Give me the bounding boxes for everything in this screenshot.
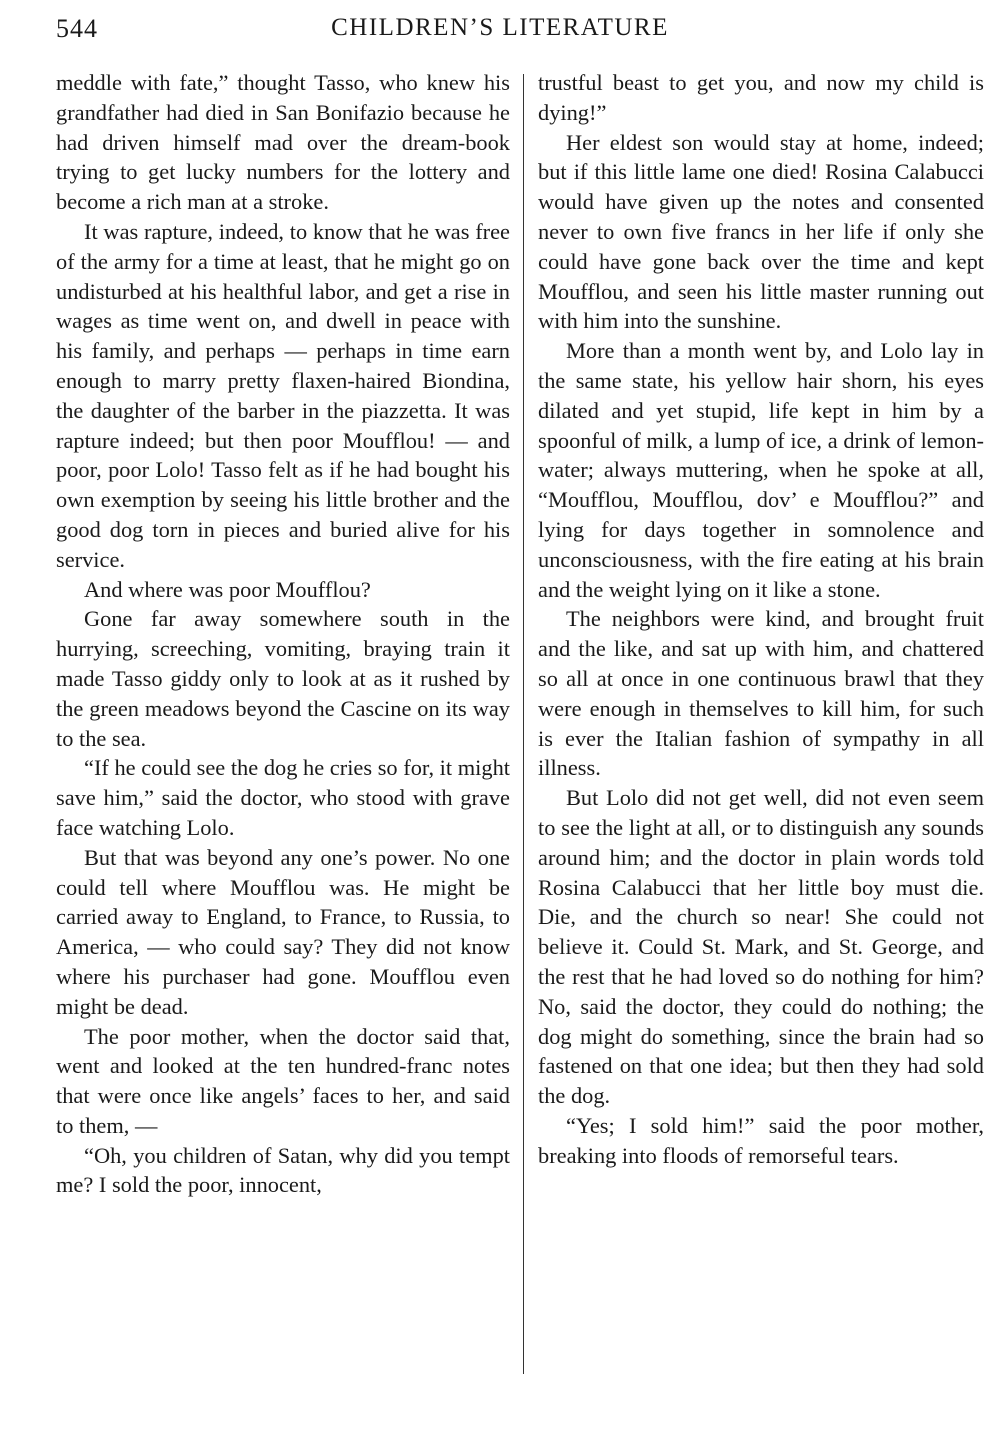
paragraph: trustful beast to get you, and now my child is dying!” xyxy=(538,70,984,125)
paragraph: And where was poor Moufflou? xyxy=(84,576,371,602)
paragraph: “If he could see the dog he cries so for, it might save him,” said the doctor, who stood with grave face watching Lolo. xyxy=(56,755,510,840)
paragraph: More than a month went by, and Lolo lay in the same state, his yellow hair shorn, his eyes dilated and yet stupid, life kept in him by a spoonful of milk, a lump of ice, a drink of lemon-water; always muttering, when he spoke at all, “Moufflou, Moufflou, dov’ e Moufflou?” and lying for days together in somnolence and unconsciousness, with the fire eating at his brain and the weight lying on it like a stone. xyxy=(538,338,984,602)
running-head: CHILDREN’S LITERATURE xyxy=(331,14,669,41)
paragraph: “Yes; I sold him!” said the poor mother, breaking into floods of remorseful tears. xyxy=(538,1112,984,1168)
page-number: 544 xyxy=(56,14,98,43)
paragraph: meddle with fate,” thought Tasso, who knew his grandfather had died in San Bonifazio because he had driven himself mad over the dream-book trying to get lucky numbers for the lottery and become a rich man at a stroke. xyxy=(56,70,510,215)
paragraph: It was rapture, indeed, to know that he was free of the army for a time at least, that he might go on undisturbed at his healthful labor, and get a rise in wages as time went on, and dwell in peace with his family, and perhaps — perhaps in time earn enough to marry pretty flaxen-haired Biondina, the daughter of the barber in the piazzetta. It was rapture indeed; but then poor Moufflou! — and poor, poor Lolo! Tasso felt as if he had bought his own exemption by seeing his little brother and the good dog torn in pieces and buried alive for his service. xyxy=(56,218,510,572)
paragraph: The neighbors were kind, and brought fruit and the like, and sat up with him, and chattered so all at once in one continuous brawl that they were enough in themselves to kill him, for such is ever the Italian fashion of sympathy in all illness. xyxy=(538,606,984,781)
paragraph: Gone far away somewhere south in the hurrying, screeching, vomiting, braying train it made Tasso giddy only to look at as it rushed by the green meadows beyond the Cascine on its way to the sea. xyxy=(56,606,510,751)
paragraph: But that was beyond any one’s power. No one could tell where Moufflou was. He might be carried away to England, to France, to Russia, to America, — who could say? They did not know where his purchaser had gone. Moufflou even might be dead. xyxy=(56,844,510,1019)
paragraph: Her eldest son would stay at home, indeed; but if this little lame one died! Rosina Calabucci would have given up the notes and consented never to own five francs in her life if only she could have gone back over the time and kept Moufflou, and seen his little master running out with him into the sunshine. xyxy=(538,129,984,334)
right-column xyxy=(538,68,984,1170)
column-divider xyxy=(523,74,524,1374)
left-column xyxy=(56,68,510,1200)
paragraph: But Lolo did not get well, did not even seem to see the light at all, or to distinguish any sounds around him; and the doctor in plain words told Rosina Calabucci that her little boy must die. Die, and the church so near! She could not believe it. Could St. Mark, and St. George, and the rest that he had loved so do nothing for him? No, said the doctor, they could do nothing; the dog might do something, since the brain had so fastened on that one idea; but then they had sold the dog. xyxy=(538,785,984,1109)
paragraph: “Oh, you children of Satan, why did you tempt me? I sold the poor, innocent, xyxy=(56,1142,510,1198)
paragraph: The poor mother, when the doctor said that, went and looked at the ten hundred-franc notes that were once like angels’ faces to her, and said to them, — xyxy=(56,1023,510,1138)
